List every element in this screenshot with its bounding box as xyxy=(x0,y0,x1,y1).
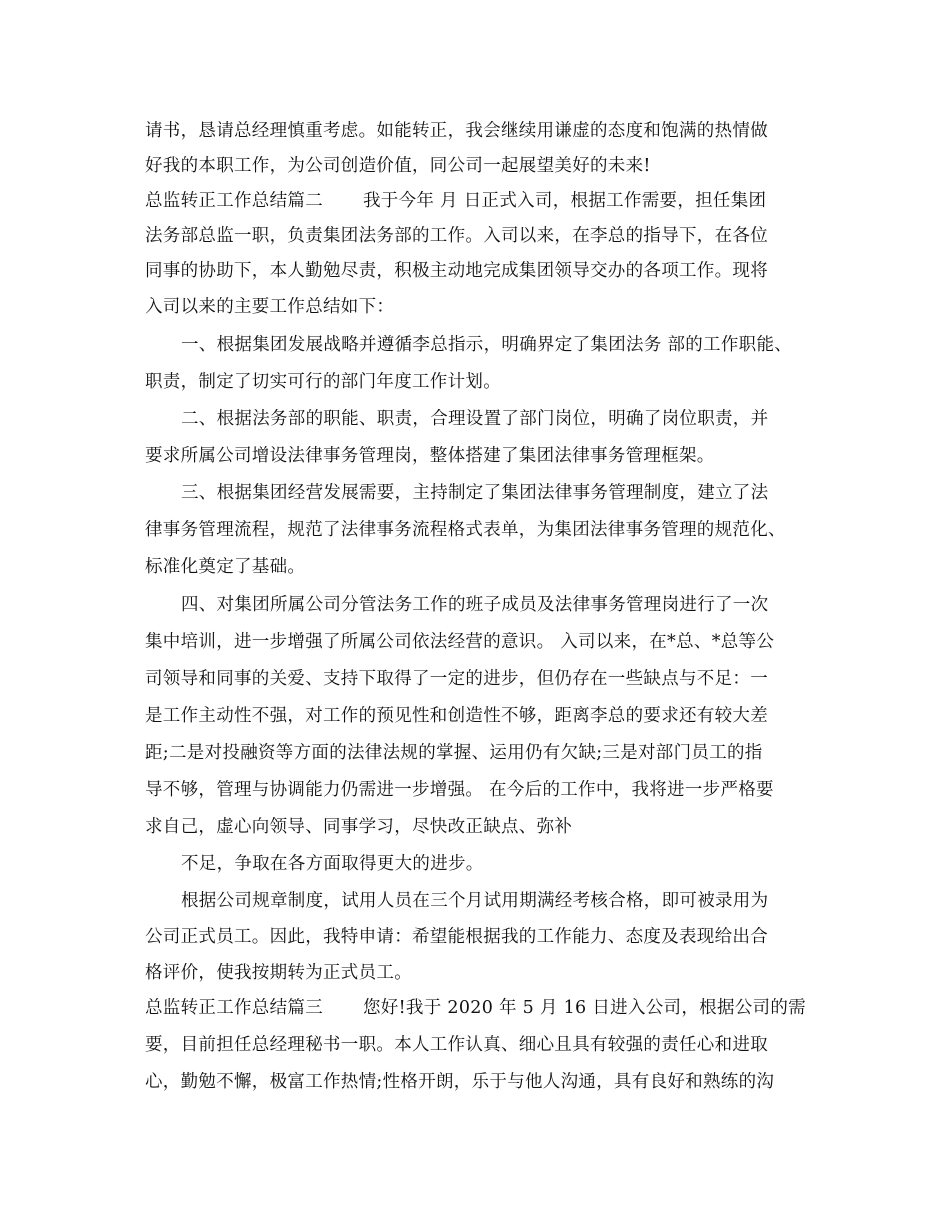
text-line: 求自己，虚心向领导、同事学习，尽快改正缺点、弥补 xyxy=(145,817,573,837)
text-line: 标准化奠定了基础。 xyxy=(145,557,306,577)
text-line: 我于今年 月 日正式入司，根据工作需要，担任集团 xyxy=(363,191,767,211)
text-line: 格评价，使我按期转为正式员工。 xyxy=(145,963,412,983)
text-line: 是工作主动性不强，对工作的预见性和创造性不够，距离李总的要求还有较大差 xyxy=(145,706,768,726)
text-line: 集中培训，进一步增强了所属公司依法经营的意识。 入司以来，在*总、*总等公 xyxy=(145,632,775,652)
text-line: 心，勤勉不懈，极富工作热情;性格开朗，乐于与他人沟通，具有良好和熟练的沟 xyxy=(145,1072,775,1092)
text-line: 要求所属公司增设法律事务管理岗，整体搭建了集团法律事务管理框架。 xyxy=(145,446,715,466)
text-line: 不足，争取在各方面取得更大的进步。 xyxy=(181,854,484,874)
section-line xyxy=(145,190,825,212)
text-line: 职责，制定了切实可行的部门年度工作计划。 xyxy=(145,372,501,392)
text-line: 入司以来的主要工作总结如下： xyxy=(145,297,395,317)
section-heading: 总监转正工作总结篇二 xyxy=(145,191,323,211)
text-line: 导不够，管理与协调能力仍需进一步增强。 在今后的工作中，我将进一步严格要 xyxy=(145,780,774,800)
text-line: 三、根据集团经营发展需要，主持制定了集团法律事务管理制度，建立了法 xyxy=(181,483,769,503)
text-line: 根据公司规章制度，试用人员在三个月试用期满经考核合格，即可被录用为 xyxy=(181,891,769,911)
text-line: 律事务管理流程，规范了法律事务流程格式表单，为集团法律事务管理的规范化、 xyxy=(145,520,786,540)
text-line: 公司正式员工。因此，我特申请：希望能根据我的工作能力、态度及表现给出合 xyxy=(145,927,768,947)
text-line: 一、根据集团发展战略并遵循李总指示，明确界定了集团法务 部的工作职能、 xyxy=(181,335,793,355)
text-line: 同事的协助下，本人勤勉尽责，积极主动地完成集团领导交办的各项工作。现将 xyxy=(145,261,768,281)
text-line: 二、根据法务部的职能、职责，合理设置了部门岗位，明确了岗位职责，并 xyxy=(181,409,769,429)
text-line: 要，目前担任总经理秘书一职。本人工作认真、细心且具有较强的责任心和进取 xyxy=(145,1035,768,1055)
section-heading: 总监转正工作总结篇三 xyxy=(145,998,323,1018)
text-line: 好我的本职工作，为公司创造价值，同公司一起展望美好的未来! xyxy=(145,156,651,176)
text-line: 法务部总监一职，负责集团法务部的工作。入司以来，在李总的指导下，在各位 xyxy=(145,226,768,246)
text-line: 请书，恳请总经理慎重考虑。如能转正，我会继续用谦虚的态度和饱满的热情做 xyxy=(145,121,768,141)
text-line: 四、对集团所属公司分管法务工作的班子成员及法律事务管理岗进行了一次 xyxy=(181,595,769,615)
text-line: 您好!我于 2020 年 5 月 16 日进入公司，根据公司的需 xyxy=(363,998,806,1018)
section-line xyxy=(145,997,825,1019)
text-line: 司领导和同事的关爱、支持下取得了一定的进步，但仍存在一些缺点与不足：一 xyxy=(145,669,768,689)
text-line: 距;二是对投融资等方面的法律法规的掌握、运用仍有欠缺;三是对部门员工的指 xyxy=(145,743,763,763)
